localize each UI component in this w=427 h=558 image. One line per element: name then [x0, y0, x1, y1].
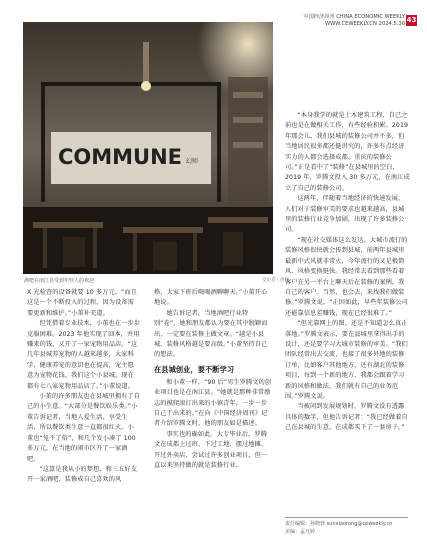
editor-credits: [285, 520, 392, 536]
sign-text: COMMUNE: [58, 145, 183, 169]
paragraph: 事实也的确如此。大专毕业后，罗腾文在成都上过班、下过工地、摆过地摊、开过外卖店，尝试过许多创业项目，但一直以来坚持做的就是装修行业。: [154, 430, 268, 470]
paragraph: 和小董一样，“90 后”男生罗腾文的创业项目也是在南江县。“她就是那种非常励志的摸爬滚打出来的小镇青年，一步一步自己干出来的。”在向《中国经济周刊》记者介绍罗腾文时，他的朋友如是描述。: [154, 378, 272, 428]
masthead: [303, 14, 405, 28]
editor-email: sunxiaorong@ceweekly.cn: [326, 521, 393, 527]
bar-interior-illustration: [23, 22, 273, 274]
footer-divider: [285, 517, 408, 518]
article-column-2: [154, 288, 272, 472]
paragraph: “但光靠网上的图，还是不知道怎么真正落地。”罗腾文表示，要在县城里拿得出手的设计，还是要学习大城市装修的审美。“我们团队经常出去交流，也接了很多外地的装修订单，比如客户其他地方，还有湖北的装修项目，每到一个新的地方，我都会跟着学习新的风格和做法，我们就有自己的业务范围。”罗腾文说。: [285, 320, 408, 400]
paragraph: 她告诉记者，当地酒吧行业特别“卷”，她和朋友都认为要在其中脱颖而出，一定要在装修上做文章。“越是小县城，装修风格越是要高级。”小董坚持自己的想法。: [154, 309, 268, 359]
photo-credit: 受访者｜供图: [262, 278, 289, 283]
paragraph: 但凭借着专业技术，小董也在一步步克服困难。2023 年他实现了回本，并用赚来的钱，又开了一家宠物用品店。“这几年县城养宠物的人越来越多，大家科学、健康养宠的意识也在提高，宠主愿意为宠物花钱。我们这个小县城，现在都有七八家宠物用品店了。”小董说道。: [27, 320, 140, 390]
photo-caption: 满吧在南江县受到年轻人的欢迎: [24, 278, 95, 284]
article-column-3: [285, 111, 410, 434]
publication-date: 2024.5.30: [378, 21, 405, 27]
paragraph: X 光检查的设备就要 10 多万元。“而且这是一个不断投入的过程，因为设备需要更新和维护。”小董补充道。: [27, 289, 137, 317]
article-column-1: [27, 288, 140, 486]
paragraph: “本身我学的就是土木建筑工程，自己之前也是在做相关工作，有些经验积累。2019 年那会儿，我们县城的装修公司并不多，但当地居民很多都还挺讲究的，许多有点经济实力的人都会选择成都、重庆的装修公司。”正是看中了“装修”在县城里的空白，2019 年，罗腾文投入 30 多万元，在南江成立了自己的装修公司。: [285, 112, 410, 192]
bar-photo: [23, 22, 273, 274]
paragraph: 格，大家下班后喝喝酒聊聊天。”小董开心地说。: [154, 289, 268, 307]
sign-subtext: 幻师: [186, 158, 199, 165]
editor-label: 责任编辑：孙晓蓉: [285, 521, 326, 527]
paragraph: 小董的许多朋友也在县城里拥有了自己的小生意。“大部分是餐饮娱乐类。”小董告诉记者，当地人爱生活、享受生活，所以餐饮类生意一直都很红火。小董也“兔不了俗”，和几个发小凑了 100 多万元，在当地的闹市区开了一家酒吧。: [27, 393, 140, 463]
publication-site: WWW.CEWEEKLY.CN: [325, 21, 377, 27]
publication-name-en: CHINA ECONOMIC WEEKLY: [336, 14, 405, 20]
designer-label: 美编：孟凡婷: [285, 529, 316, 535]
paragraph: 当被问到发展规划时，罗腾文没有透露具体的数字，但他告诉记者：“我已经做着自己在县城的生意，在成都买下了一套房子。”: [285, 403, 408, 432]
page-number: 43: [406, 16, 417, 24]
publication-name-cn: 中国经济周刊: [303, 14, 335, 20]
paragraph: “现在社交媒体这么发达，大城市流行的装修风格很快就会传到县城，前两年县城里最新中式风就非常火，今年流行的又是极简风，风格变换挺快。我经常去看到那些看着客户在另一平台上聊天后在装修的案例，我自己的客户。当然，也会去，来找我们做装修。”罗腾文说。“正因如此，早些年装修公司还能靠信息差赚钱，现在已经很难了。”: [285, 236, 408, 317]
section-heading: 在县城创业，要不断学习: [154, 364, 235, 374]
paragraph: 这两年，伴随着当地经济的快速发展，人们对于装修审美的要求也越来越高，县城里的装修行业竞争加剧，出现了许多装修公司。: [285, 195, 405, 234]
paragraph: “这算是我从小的梦想，和三五好友开一家酒吧，装修成自己喜欢的风: [27, 465, 138, 484]
